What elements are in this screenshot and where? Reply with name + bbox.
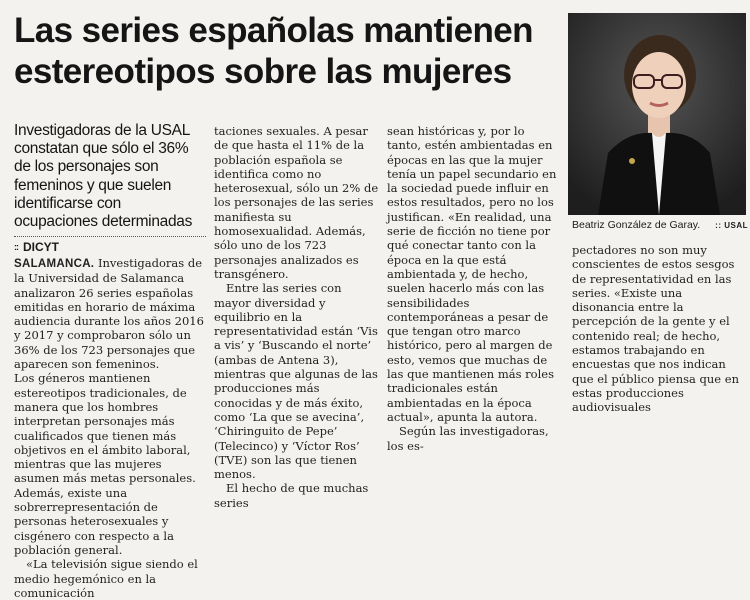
article-column-2 [214, 124, 380, 510]
column-2-paragraph-3: El hecho de que muchas series [214, 481, 369, 510]
column-3-paragraph-1: sean históricas y, por lo tanto, estén ambientadas en épocas en las que la mujer tenía un papel secundario en la sociedad puede influir en estos resultados, pero no los justifican. «En realidad, una serie de ficción no tiene por qué conectar tanto con la época en la que está ambientada y, de hecho, suelen hacerlo más con las sensibilidades contemporáneas a pesar de que tengan otro marco histórico, pero al margen de esto, vemos que muchas de las que mantienen más roles tradicionales están ambientadas en la época actual», apunta la autora. [387, 124, 557, 424]
photo-credit: :: USAL [715, 221, 748, 230]
article-deck: Investigadoras de la USAL constatan que sólo el 36% de los personajes son femeninos y que suelen identificarse con ocupaciones determinadas [14, 122, 193, 231]
byline-agency: DICYT [23, 240, 59, 254]
author-photo [568, 13, 746, 215]
column-4-paragraph-1: pectadores no son muy conscientes de estos sesgos de representatividad en las series. «Existe una disonancia entre la percepción de la gente y el contenido real; de hecho, estamos trabajando en encuestas que nos indican que el público piensa que en estas producciones audiovisuales [572, 243, 739, 415]
column-3-paragraph-2: Según las investigadoras, los es- [387, 424, 549, 453]
portrait-image [568, 13, 746, 215]
headline [14, 10, 559, 92]
column-1-paragraph-2: Los géneros mantienen estereotipos tradicionales, de manera que los hombres interpretan personajes más cualificados que tienen más objetivos en el ámbito laboral, mientras que las mujeres asumen más metas personales. Además, existe una sobrerrepresentación de personas heterosexuales y cisgénero con respecto a la población general. [14, 371, 196, 557]
caption-text: Beatriz González de Garay. [572, 219, 701, 231]
column-1-paragraph-1: Investigadoras de la Universidad de Salamanca analizaron 26 series españolas emitidas en horario de máxima audiencia durante los años 2016 y 2017 y comprobaron sólo un 36% de los 723 personajes que aparecen son femeninos. [14, 256, 204, 372]
headline-line-2: estereotipos sobre las mujeres [14, 52, 512, 91]
column-1-paragraph-3: «La televisión sigue siendo el medio hegemónico en la comunicación [14, 557, 198, 600]
dateline-location: SALAMANCA. [14, 258, 95, 270]
article-column-4 [572, 243, 748, 415]
headline-line-1: Las series españolas mantienen [14, 11, 533, 50]
byline [14, 240, 59, 254]
article-column-1 [14, 256, 206, 600]
article-column-3 [387, 124, 559, 453]
column-2-paragraph-2: Entre las series con mayor diversidad y equilibrio en la representatividad están ‘Vis a vis’ y ‘Buscando el norte’ (ambas de Antena 3), mientras que algunas de las producciones más conocidas y de más éxito, como ‘La que se avecina’, ‘Chiringuito de Pepe’ (Telecinco) y ‘Víctor Ros’ (TVE) son las que tienen menos. [214, 281, 378, 482]
photo-caption [572, 219, 748, 231]
deck-divider [14, 236, 206, 237]
column-2-paragraph-1: taciones sexuales. A pesar de que hasta el 11% de la población española se identifica como no heterosexual, sólo un 2% de los personajes de las series manifiesta su homosexualidad. Además, sólo uno de los 723 personajes analizados es transgénero. [214, 124, 379, 281]
byline-marker: :: [14, 242, 18, 252]
